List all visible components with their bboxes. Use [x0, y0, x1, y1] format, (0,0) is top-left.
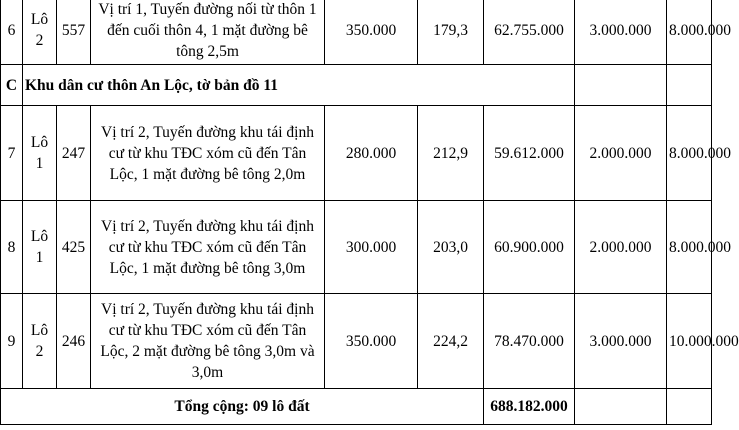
- unit-price: 350.000: [325, 0, 418, 65]
- area: 212,9: [418, 106, 484, 201]
- empty-cell: [575, 389, 667, 425]
- deposit: 2.000.000: [575, 201, 667, 294]
- section-letter: C: [1, 65, 23, 106]
- location-description: Vị trí 1, Tuyến đường nối từ thôn 1 đến cuối thôn 4, 1 mặt đường bê tông 2,5m: [91, 0, 325, 65]
- section-header-row: [1, 65, 712, 106]
- row-number: 8: [1, 201, 23, 294]
- lot-label: [23, 294, 57, 389]
- table-row: [1, 106, 712, 201]
- parcel-number: 557: [57, 0, 91, 65]
- empty-cell: [667, 65, 712, 106]
- location-description: Vị trí 2, Tuyến đường khu tái định cư từ khu TĐC xóm cũ đến Tân Lộc, 2 mặt đường bê tông 3,0m và 3,0m: [91, 294, 325, 389]
- empty-cell: [575, 65, 667, 106]
- deposit: 3.000.000: [575, 294, 667, 389]
- area: 203,0: [418, 201, 484, 294]
- fee: 8.000.000: [667, 201, 712, 294]
- lot-number: 1: [35, 249, 44, 266]
- lot-prefix: Lô: [30, 322, 49, 339]
- lot-prefix: Lô: [30, 11, 49, 28]
- lot-prefix: Lô: [30, 228, 49, 245]
- lot-label: [23, 106, 57, 201]
- lot-label: [23, 201, 57, 294]
- deposit: 3.000.000: [575, 0, 667, 65]
- fee: 8.000.000: [667, 106, 712, 201]
- row-number: 7: [1, 106, 23, 201]
- lot-label: [23, 0, 57, 65]
- parcel-number: 425: [57, 201, 91, 294]
- location-description: Vị trí 2, Tuyến đường khu tái định cư từ khu TĐC xóm cũ đến Tân Lộc, 1 mặt đường bê tông 3,0m: [91, 201, 325, 294]
- location-description: Vị trí 2, Tuyến đường khu tái định cư từ khu TĐC xóm cũ đến Tân Lộc, 1 mặt đường bê tông 2,0m: [91, 106, 325, 201]
- fee: 8.000.000: [667, 0, 712, 65]
- starting-amount: 62.755.000: [484, 0, 575, 65]
- unit-price: 300.000: [325, 201, 418, 294]
- lot-prefix: Lô: [30, 134, 49, 151]
- total-amount: 688.182.000: [484, 389, 575, 425]
- table-row: [1, 294, 712, 389]
- parcel-number: 247: [57, 106, 91, 201]
- unit-price: 280.000: [325, 106, 418, 201]
- row-number: 9: [1, 294, 23, 389]
- row-number: 6: [1, 0, 23, 65]
- total-row: [1, 389, 712, 425]
- lot-number: 2: [35, 343, 44, 360]
- section-title: Khu dân cư thôn An Lộc, tờ bản đồ 11: [23, 65, 575, 106]
- table-row: [1, 0, 712, 65]
- area: 179,3: [418, 0, 484, 65]
- unit-price: 350.000: [325, 294, 418, 389]
- empty-cell: [667, 389, 712, 425]
- lot-number: 2: [35, 32, 44, 49]
- area: 224,2: [418, 294, 484, 389]
- deposit: 2.000.000: [575, 106, 667, 201]
- starting-amount: 78.470.000: [484, 294, 575, 389]
- starting-amount: 59.612.000: [484, 106, 575, 201]
- total-label: Tổng cộng: 09 lô đất: [1, 389, 484, 425]
- parcel-number: 246: [57, 294, 91, 389]
- starting-amount: 60.900.000: [484, 201, 575, 294]
- lot-number: 1: [35, 155, 44, 172]
- fee: 10.000.000: [667, 294, 712, 389]
- table-row: [1, 201, 712, 294]
